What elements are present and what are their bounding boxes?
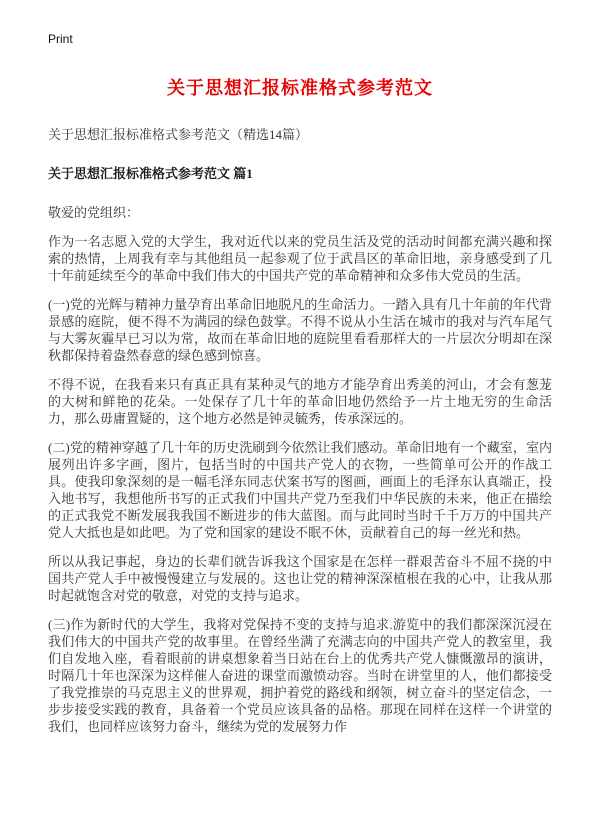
- doc-subtitle: 关于思想汇报标准格式参考范文（精选14篇）: [48, 127, 309, 142]
- print-button[interactable]: Print: [48, 32, 73, 46]
- salutation: 敬爱的党组织：: [48, 205, 140, 220]
- paragraph-point-2-continued: 所以从我记事起，身边的长辈们就告诉我这个国家是在怎样一群艰苦奋斗不屈不挠的中国共产党人手中被慢慢建立与发展的。这也让党的精神深深植根在我的心中，让我从那时起就饱含对党的敬意，对党的支持与追求。: [48, 554, 552, 603]
- paragraph-point-1-continued: 不得不说，在我看来只有真正具有某种灵气的地方才能孕育出秀美的河山，才会有葱茏的大树和鲜艳的花朵。一处保存了几十年的革命旧地仍然给予一片土地无穷的生命活力，那么毋庸置疑的，这个地方必然是钟灵毓秀，传承深远的。: [48, 377, 552, 426]
- paragraph-point-2: (二)党的精神穿越了几十年的历史洗刷到今依然让我们感动。革命旧地有一个藏室，室内展列出许多字画，图片，包括当时的中国共产党人的衣物，一些简单可公开的作战工具。使我印象深刻的是一幅毛泽东同志伏案书写的图画，画面上的毛泽东认真端正，投入地书写，我想他所书写的正式我们中国共产党乃至我们中华民族的未来，他正在描绘的正式我党不断发展我我国不断进步的伟大蓝图。而与此同时当时千千万万的中国共产党人大抵也是如此吧。为了党和国家的建设不眠不休，贡献着自己的每一丝光和热。: [48, 440, 552, 540]
- page-title: 关于思想汇报标准格式参考范文: [167, 78, 433, 98]
- section-heading-part1: 关于思想汇报标准格式参考范文 篇1: [48, 166, 253, 181]
- paragraph-intro: 作为一名志愿入党的大学生，我对近代以来的党员生活及党的活动时间都充满兴趣和探索的热情，上周我有幸与其他组员一起参观了位于武昌区的革命旧地，亲身感受到了几十年前延续至今的革命中我们伟大的中国共产党的革命精神和众多伟大党员的生活。: [48, 234, 552, 283]
- paragraph-point-1: (一)党的光辉与精神力量孕育出革命旧地脱凡的生命活力。一踏入具有几十年前的年代背景感的庭院，便不得不为满园的绿色鼓掌。不得不说从小生活在城市的我对与汽车尾气与大雾灰霾早已习以为常，故而在革命旧地的庭院里看看那样大的一片层次分明却在深秋都保持着盎然春意的绿色感到惊喜。: [48, 297, 552, 363]
- paragraph-point-3: (三)作为新时代的大学生，我将对党保持不变的支持与追求.游览中的我们都深深沉浸在我们伟大的中国共产党的故事里。在曾经坐满了充满志向的中国共产党人的教室里，我们自发地入座，看着眼前的讲桌想象着当日站在台上的优秀共产党人慷慨激昂的演讲，时隔几十年也深深为这样催人奋进的课堂而激愤动容。当时在讲堂里的人，他们都接受了我党推崇的马克思主义的世界观，拥护着党的路线和纲领，树立奋斗的坚定信念，一步步接受实践的教育，具备着一个党员应该具备的品格。那现在同样在这样一个讲堂的我们，也同样应该努力奋斗，继续为党的发展努力作: [48, 617, 552, 734]
